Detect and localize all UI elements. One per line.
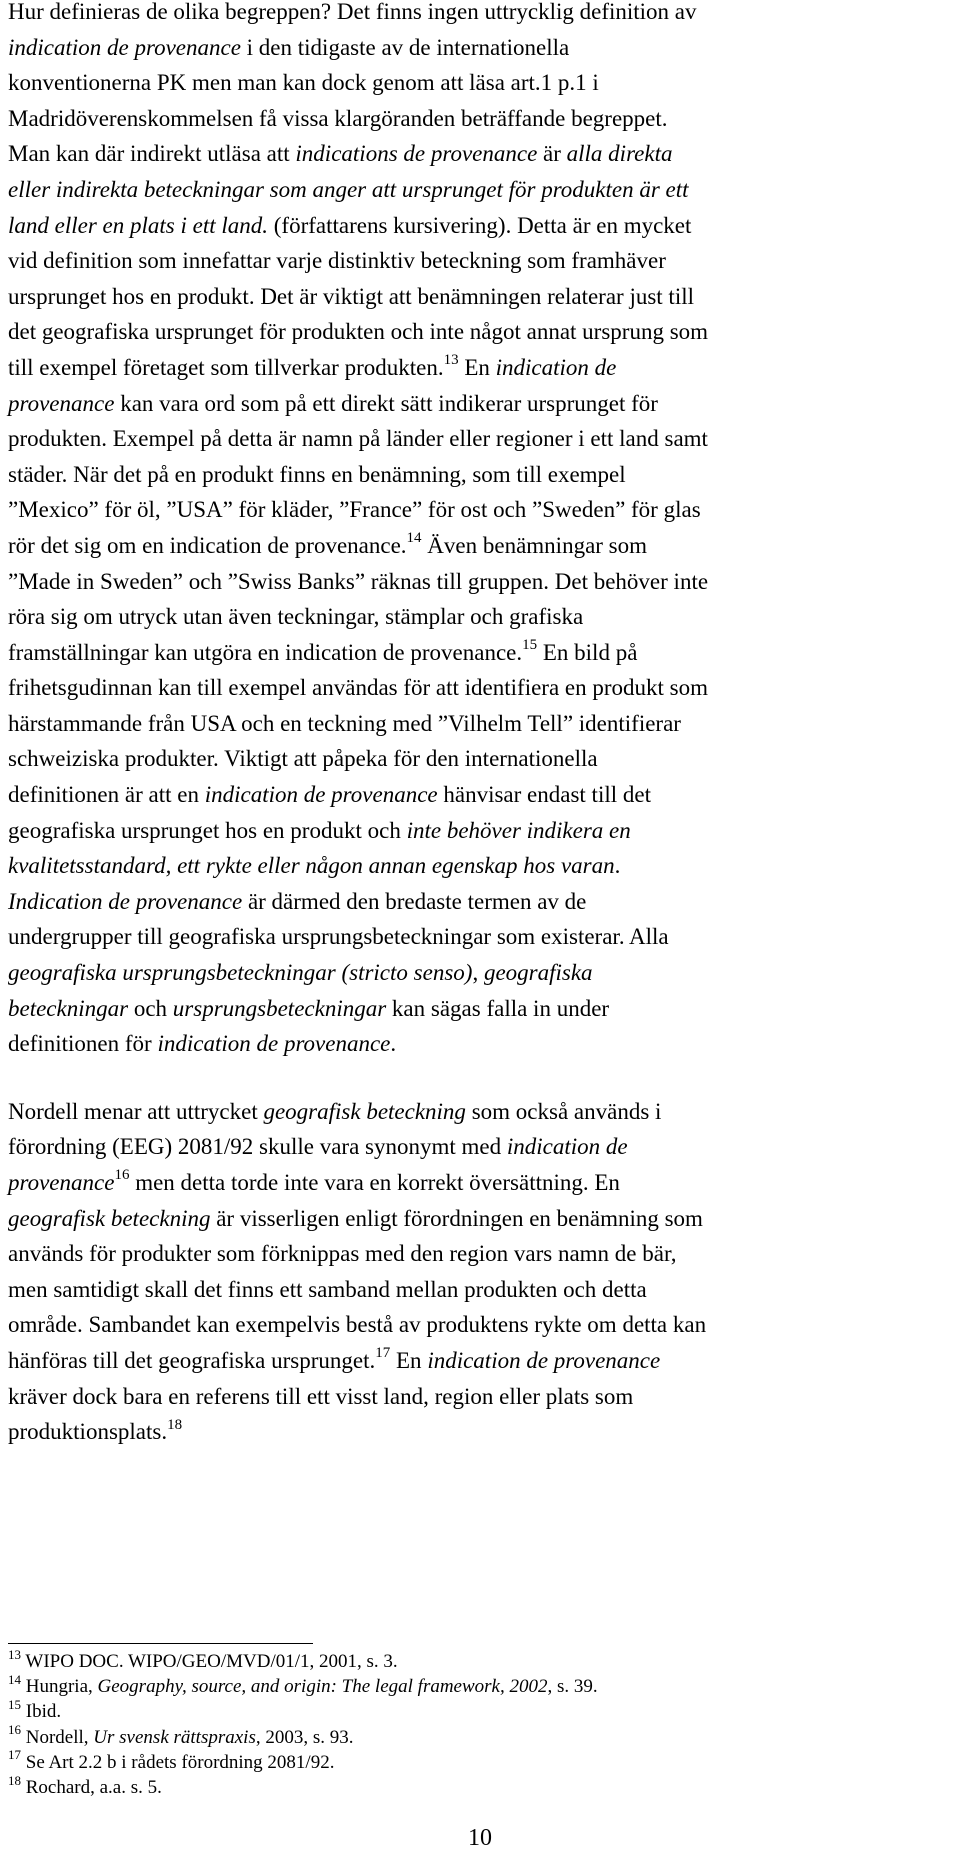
footnote-ref[interactable]: 18 [167,1416,183,1433]
footnote-ref[interactable]: 16 [114,1167,130,1184]
text-line [8,1307,938,1343]
footnote-text: , s. 39. [547,1676,598,1698]
text-run: definitionen för [8,1031,158,1057]
footnote-title: Geography, source, and origin: The legal framework, 2002 [97,1676,548,1698]
footnote-text: Rochard, a.a. s. 5. [21,1777,162,1799]
footnote-number: 17 [8,1747,21,1763]
text-run: förordning (EEG) 2081/92 skulle vara synonymt med [8,1134,507,1160]
page-number: 10 [468,1825,492,1851]
italic-term: indications de provenance [295,141,538,167]
text-run: framställningar kan utgöra en indication de provenance. [8,639,523,665]
italic-quote: alla direkta [566,141,673,167]
text-run: En bild på [537,639,638,665]
text-line [8,635,938,671]
italic-term: indication de provenance [8,34,241,60]
text-line [8,1343,938,1379]
text-line [8,208,938,244]
text-run: rör det sig om en indication de provenance. [8,532,407,558]
text-run: . [614,853,621,879]
text-line [8,1026,938,1062]
footnote [8,1646,598,1674]
text-line [8,884,938,920]
text-run: härstammande från USA och en teckning med ”Vilhelm Tell” identifierar [8,710,681,736]
italic-term: indication de provenance [204,782,438,808]
footnote [8,1671,598,1699]
text-run: hänföras till det geografiska ursprunget. [8,1347,376,1373]
text-line [8,243,938,279]
italic-term: provenance [8,390,115,416]
text-run: En [458,354,496,380]
paragraph-1 [8,0,938,1062]
italic-term: indication de provenance [427,1347,661,1373]
footnote [8,1747,598,1775]
text-line [8,492,938,528]
text-line [8,741,938,777]
text-run: Hur definieras de olika begreppen? Det finns ingen uttrycklig definition av [8,0,697,24]
text-line [8,670,938,706]
italic-term: geografisk beteckning [263,1098,466,1124]
footnote-text: , 2003, s. 93. [255,1726,354,1748]
text-run: En [390,1347,428,1373]
footnote-ref[interactable]: 13 [443,352,459,369]
footnote-number: 14 [8,1671,21,1687]
text-run: och [128,995,173,1021]
footnote-text: WIPO DOC. WIPO/GEO/MVD/01/1, 2001, s. 3. [21,1651,398,1672]
text-line [8,813,938,849]
italic-term: indication de [495,354,617,380]
text-line [8,30,938,66]
text-run: städer. När det på en produkt finns en benämning, som till exempel [8,461,626,487]
text-run: Även benämningar som [421,532,648,558]
footnote-number: 18 [8,1772,21,1788]
text-run: röra sig om utryck utan även teckningar, stämplar och grafiska [8,604,584,630]
text-run: ”Mexico” för öl, ”USA” för kläder, ”France” för ost och ”Sweden” för glas [8,497,701,523]
italic-term: provenance [8,1170,115,1195]
text-line [8,848,938,884]
text-run: (författarens kursivering). Detta är en mycket [268,212,692,238]
text-run: vid definition som innefattar varje distinktiv beteckning som framhäver [8,248,666,274]
footnote-number: 16 [8,1722,21,1738]
text-line [8,457,938,493]
text-run: Madridöverenskommelsen få vissa klargöranden beträffande begreppet. [8,105,668,131]
paragraph-2 [8,1094,938,1450]
text-line [8,1201,938,1237]
italic-term: indication de provenance [157,1031,391,1057]
text-run: Nordell menar att uttrycket [8,1098,264,1124]
text-run: är [537,141,567,167]
italic-term: ursprungsbeteckningar [172,995,387,1021]
text-line [8,172,938,208]
footnote-ref[interactable]: 17 [375,1345,391,1362]
text-run: ”Made in Sweden” och ”Swiss Banks” räknas till gruppen. Det behöver inte [8,568,709,594]
text-line [8,919,938,955]
text-line [8,1094,938,1130]
text-line [8,564,938,600]
text-run: men samtidigt skall det finns ett samband mellan produkten och detta [8,1276,647,1302]
text-line [8,528,938,564]
footnote [8,1699,598,1724]
text-line [8,955,938,991]
text-run: i den tidigaste av de internationella [240,34,570,60]
text-run: produktionsplats. [8,1419,168,1445]
italic-quote: land eller en plats i ett land. [8,212,268,238]
text-run: kan sägas falla in under [386,995,610,1021]
text-run: det geografiska ursprunget för produkten och inte något annat ursprung som [8,319,709,345]
document-page [8,0,938,1450]
footnote [8,1772,598,1800]
italic-emphasis: inte behöver indikera en [406,817,631,843]
italic-term: geografisk beteckning [8,1205,211,1231]
footnotes [8,1646,598,1800]
text-run: men detta torde inte vara en korrekt översättning. En [129,1170,620,1195]
text-run: ursprunget hos en produkt. Det är viktigt att benämningen relaterar just till [8,283,694,309]
footnote-ref[interactable]: 14 [406,530,422,547]
text-line [8,991,938,1027]
italic-term: Indication de provenance [8,888,243,914]
text-line [8,421,938,457]
text-line [8,0,938,30]
text-run: hänvisar endast till det [437,782,651,808]
text-run: , [472,960,484,986]
footnote-separator [8,1643,313,1644]
text-line [8,314,938,350]
text-line [8,1236,938,1272]
text-run: används för produkter som förknippas med den region vars namn de bär, [8,1241,677,1267]
text-run: till exempel företaget som tillverkar produkten. [8,354,444,380]
text-line [8,350,938,386]
text-run: område. Sambandet kan exempelvis bestå av produktens rykte om detta kan [8,1312,707,1338]
italic-term: geografiska ursprungsbeteckningar (stricto senso) [8,960,473,986]
footnote-text: Hungria, [21,1676,98,1698]
text-run: undergrupper till geografiska ursprungsbeteckningar som existerar. Alla [8,924,669,950]
text-run: schweiziska produkter. Viktigt att påpeka för den internationella [8,746,598,772]
text-run: kräver dock bara en referens till ett visst land, region eller plats som [8,1383,634,1409]
text-run: konventionerna PK men man kan dock genom att läsa art.1 p.1 i [8,70,599,96]
text-run: är visserligen enligt förordningen en benämning som [210,1205,703,1231]
text-line [8,65,938,101]
text-line [8,706,938,742]
footnote-ref[interactable]: 15 [522,637,538,654]
footnote-text: Ibid. [21,1701,62,1723]
footnote [8,1722,598,1750]
text-line [8,1272,938,1308]
footnote-text: Nordell, [21,1726,94,1748]
italic-term: beteckningar [8,995,129,1021]
text-line [8,1129,938,1165]
italic-quote: eller indirekta beteckningar som anger att ursprunget för produkten är ett [8,176,689,202]
italic-emphasis: kvalitetsstandard, ett rykte eller någon annan egenskap hos varan [8,853,615,879]
text-line [8,1414,938,1450]
footnote-number: 13 [8,1646,21,1662]
text-run: geografiska ursprunget hos en produkt och [8,817,407,843]
text-line [8,1379,938,1415]
text-line [8,386,938,422]
footnote-number: 15 [8,1697,21,1713]
text-line [8,1165,938,1201]
text-run: definitionen är att en [8,782,205,808]
text-line [8,599,938,635]
footnote-title: Ur svensk rättspraxis [93,1726,256,1748]
text-run: . [390,1031,397,1057]
text-run: som också används i [465,1098,662,1124]
text-run: kan vara ord som på ett direkt sätt indikerar ursprunget för [114,390,658,416]
footnote-text: Se Art 2.2 b i rådets förordning 2081/92. [21,1751,335,1773]
text-line [8,279,938,315]
text-line [8,101,938,137]
text-line [8,777,938,813]
text-run: är därmed den bredaste termen av de [242,888,587,914]
text-run: Man kan där indirekt utläsa att [8,141,296,167]
italic-term: indication de [506,1134,628,1160]
text-run: frihetsgudinnan kan till exempel användas för att identifiera en produkt som [8,675,709,701]
text-run: produkten. Exempel på detta är namn på länder eller regioner i ett land samt [8,426,708,452]
italic-term: geografiska [483,960,593,986]
text-line [8,136,938,172]
